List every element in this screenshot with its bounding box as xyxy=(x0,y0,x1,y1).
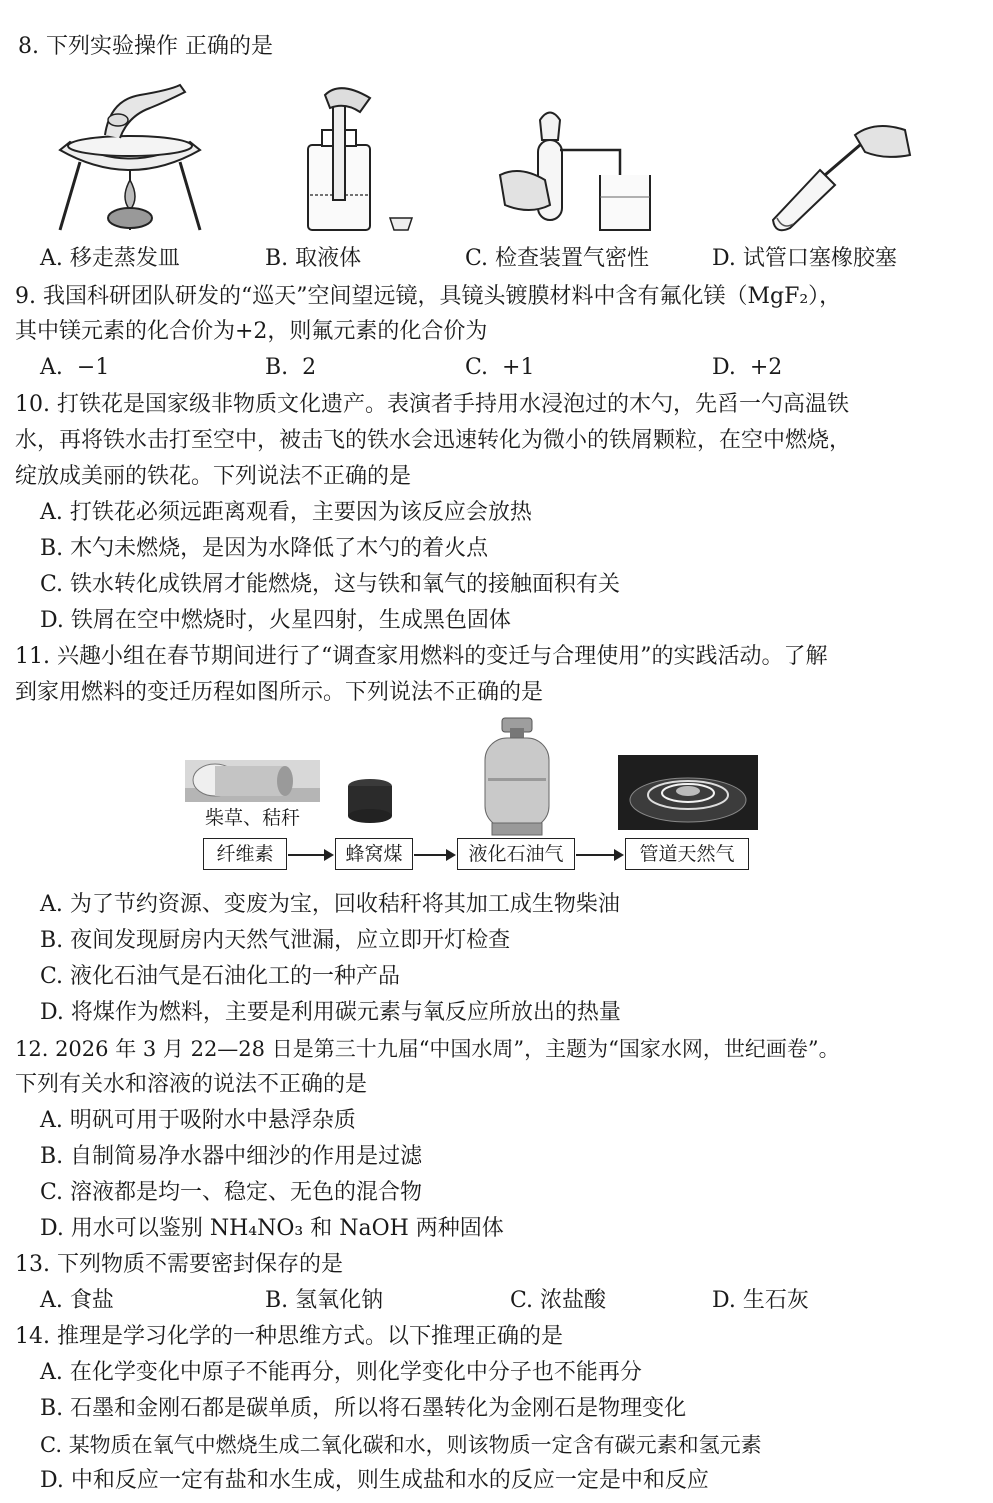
q14-option-a: A. 在化学变化中原子不能再分，则化学变化中分子也不能再分 xyxy=(40,1360,642,1385)
fuel-step-cellulose: 纤维素 xyxy=(203,838,287,870)
q10-line-1: 10. 打铁花是国家级非物质文化遗产。表演者手持用水浸泡过的木勺，先舀一勺高温铁 xyxy=(15,392,849,417)
q8-figure-b-dropper xyxy=(300,90,420,235)
firewood-straw-photo xyxy=(185,760,320,802)
q10-option-c: C. 铁水转化成铁屑才能燃烧，这与铁和氧气的接触面积有关 xyxy=(40,572,621,597)
q11-option-d: D. 将煤作为燃料，主要是利用碳元素与氧反应所放出的热量 xyxy=(40,1000,621,1025)
q10-option-a: A. 打铁花必须远距离观看，主要因为该反应会放热 xyxy=(40,500,532,525)
flow-arrow-3 xyxy=(576,854,622,856)
q10-option-d: D. 铁屑在空中燃烧时，火星四射，生成黑色固体 xyxy=(40,608,511,633)
firewood-caption: 柴草、秸秆 xyxy=(205,807,301,829)
q12-option-a: A. 明矾可用于吸附水中悬浮杂质 xyxy=(40,1108,356,1133)
q8-option-d: D. 试管口塞橡胶塞 xyxy=(712,246,897,271)
gas-stove-flame-photo xyxy=(618,755,758,830)
q13-option-b: B. 氢氧化钠 xyxy=(265,1288,384,1313)
q9-line-1: 9. 我国科研团队研发的“巡天”空间望远镜，具镜头镀膜材料中含有氟化镁（MgF₂）， xyxy=(15,284,842,309)
q10-line-3: 绽放成美丽的铁花。下列说法不正确的是 xyxy=(15,464,412,489)
q12-line-1: 12. 2026 年 3 月 22—28 日是第三十九届“中国水周”，主题为“国家水网，世纪画卷”。 xyxy=(15,1037,840,1061)
q13-stem: 13. 下列物质不需要密封保存的是 xyxy=(15,1252,343,1277)
q14-option-b: B. 石墨和金刚石都是碳单质，所以将石墨转化为金刚石是物理变化 xyxy=(40,1396,687,1421)
q13-option-a: A. 食盐 xyxy=(40,1288,114,1313)
q9-option-b: B. 2 xyxy=(265,355,317,380)
q13-option-d: D. 生石灰 xyxy=(712,1288,809,1313)
q10-option-b: B. 木勺未燃烧，是因为水降低了木勺的着火点 xyxy=(40,536,489,561)
q14-option-d: D. 中和反应一定有盐和水生成，则生成盐和水的反应一定是中和反应 xyxy=(40,1468,709,1493)
q12-option-b: B. 自制简易净水器中细沙的作用是过滤 xyxy=(40,1144,423,1169)
q11-option-c: C. 液化石油气是石油化工的一种产品 xyxy=(40,964,401,989)
q9-option-d: D. +2 xyxy=(712,355,783,380)
q8-figure-d-test-tube-stopper xyxy=(765,120,915,235)
q8-option-a: A. 移走蒸发皿 xyxy=(40,246,180,271)
q8-option-b: B. 取液体 xyxy=(265,246,362,271)
q10-line-2: 水，再将铁水击打至空中，被击飞的铁水会迅速转化为微小的铁屑颗粒，在空中燃烧， xyxy=(15,428,852,453)
q8-figure-a-evaporating-dish xyxy=(50,80,210,235)
q9-option-c: C. +1 xyxy=(465,355,535,380)
flow-arrow-2 xyxy=(414,854,454,856)
fuel-step-briquette: 蜂窝煤 xyxy=(335,838,413,870)
q8-option-c: C. 检查装置气密性 xyxy=(465,246,650,271)
flow-arrow-1 xyxy=(288,854,332,856)
q8-figure-c-airtightness-check xyxy=(500,105,670,235)
q9-line-2: 其中镁元素的化合价为+2，则氟元素的化合价为 xyxy=(15,319,488,344)
q11-line-2: 到家用燃料的变迁历程如图所示。下列说法不正确的是 xyxy=(15,680,544,705)
q13-option-c: C. 浓盐酸 xyxy=(510,1288,607,1313)
fuel-step-lpg: 液化石油气 xyxy=(457,838,575,870)
honeycomb-briquette-photo xyxy=(345,778,395,824)
q12-option-c: C. 溶液都是均一、稳定、无色的混合物 xyxy=(40,1180,423,1205)
q9-option-a: A. −1 xyxy=(40,355,110,380)
q11-option-a: A. 为了节约资源、变废为宝，回收秸秆将其加工成生物柴油 xyxy=(40,892,620,917)
q14-option-c: C. 某物质在氧气中燃烧生成二氧化碳和水，则该物质一定含有碳元素和氢元素 xyxy=(40,1433,762,1457)
q14-stem: 14. 推理是学习化学的一种思维方式。以下推理正确的是 xyxy=(15,1324,563,1349)
lpg-cylinder-photo xyxy=(480,718,555,836)
q8-stem: 8. 下列实验操作 正确的是 xyxy=(18,34,273,59)
q12-option-d: D. 用水可以鉴别 NH₄NO₃ 和 NaOH 两种固体 xyxy=(40,1216,504,1241)
fuel-step-natural-gas: 管道天然气 xyxy=(625,838,749,870)
q12-line-2: 下列有关水和溶液的说法不正确的是 xyxy=(15,1072,368,1097)
q11-line-1: 11. 兴趣小组在春节期间进行了“调查家用燃料的变迁与合理使用”的实践活动。了解 xyxy=(15,644,828,669)
q11-option-b: B. 夜间发现厨房内天然气泄漏，应立即开灯检查 xyxy=(40,928,511,953)
